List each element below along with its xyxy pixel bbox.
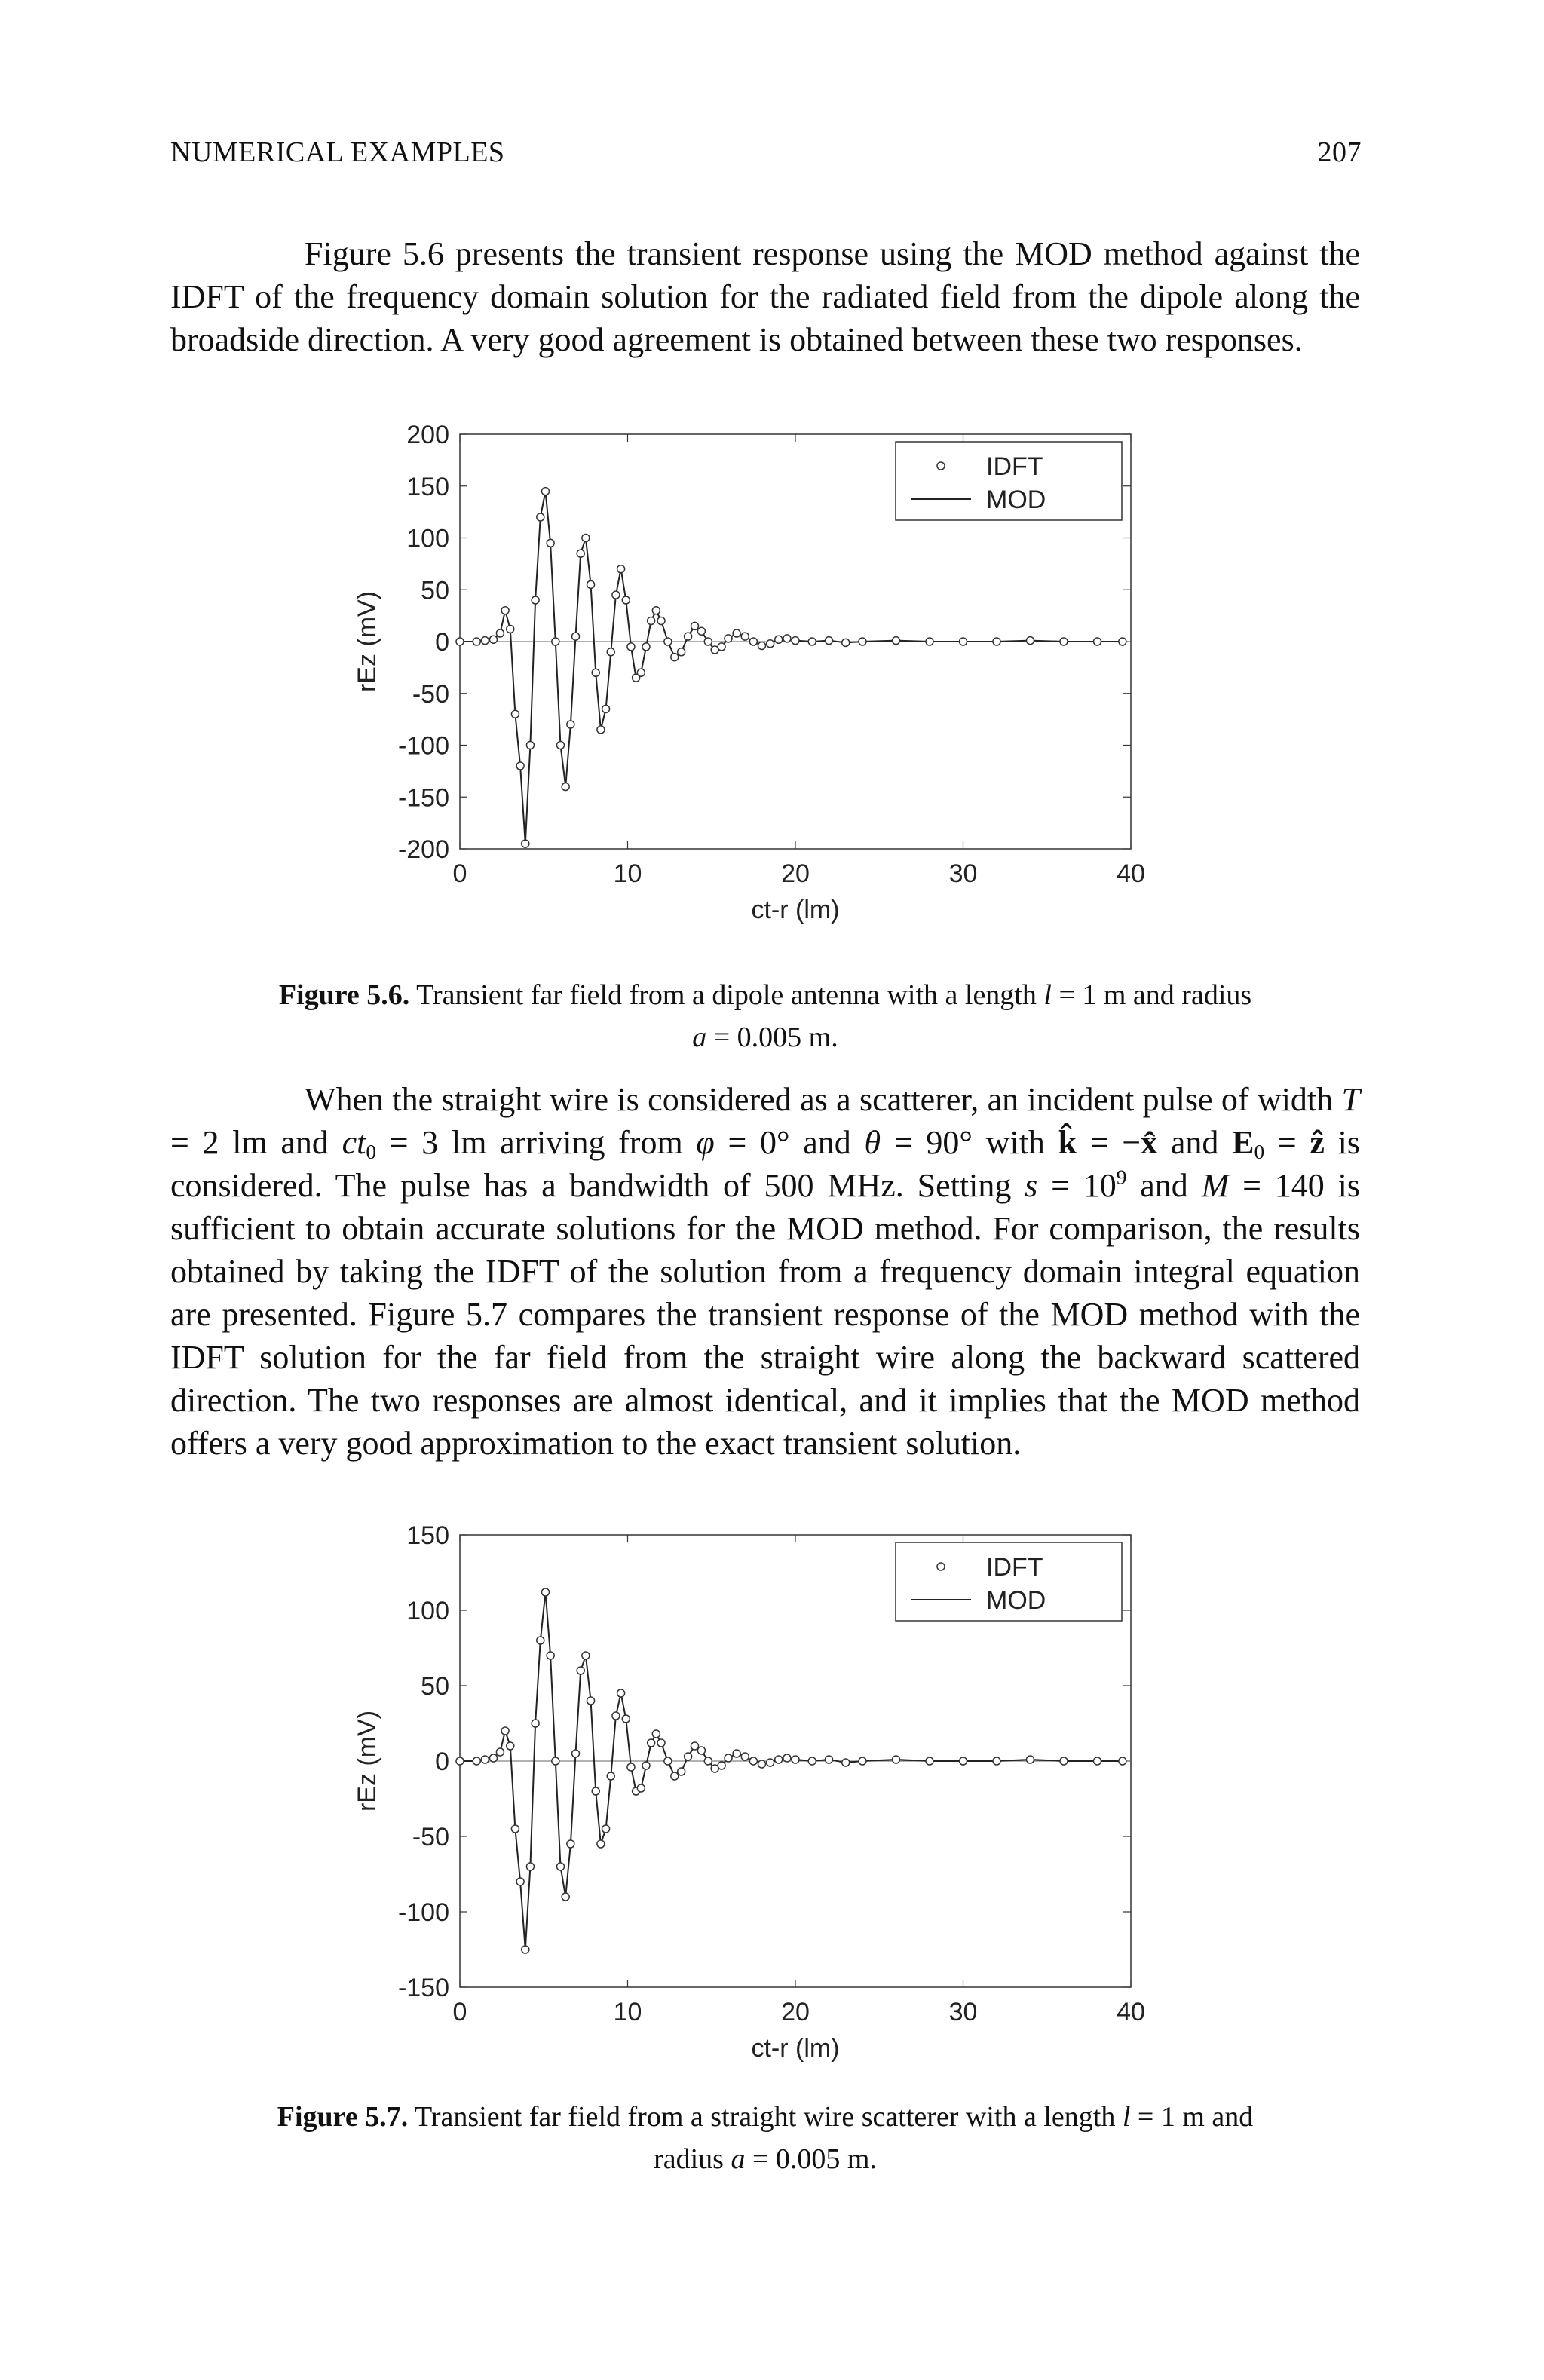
data-point-idft <box>567 721 574 728</box>
p2-text: and <box>1157 1124 1233 1161</box>
p2-vector: ẑ <box>1310 1124 1325 1161</box>
data-point-idft <box>572 1750 580 1757</box>
legend-marker-idft <box>937 1563 945 1570</box>
y-tick-label: 0 <box>435 1747 449 1776</box>
data-point-idft <box>893 1756 900 1763</box>
data-point-idft <box>648 1739 655 1747</box>
data-point-idft <box>671 1772 679 1780</box>
data-point-idft <box>926 1757 933 1765</box>
data-point-idft <box>537 1637 544 1644</box>
p2-var: θ <box>864 1124 881 1161</box>
data-point-idft <box>522 840 529 847</box>
data-point-idft <box>652 1730 660 1738</box>
data-point-idft <box>511 710 519 718</box>
data-point-idft <box>758 1760 766 1768</box>
y-tick-label: -200 <box>397 835 449 864</box>
data-point-idft <box>516 762 524 770</box>
data-point-idft <box>637 669 645 676</box>
data-point-idft <box>826 637 833 645</box>
data-point-idft <box>859 1757 866 1765</box>
data-point-idft <box>577 550 584 557</box>
p2-text: = − <box>1077 1124 1141 1161</box>
figure-5-6-caption-text: Transient far field from a dipole antenna with a length <box>416 979 1037 1011</box>
data-point-idft <box>617 565 625 573</box>
data-point-idft <box>718 643 725 651</box>
data-point-idft <box>758 642 766 650</box>
data-point-idft <box>562 783 569 791</box>
data-point-idft <box>496 629 504 637</box>
data-point-idft <box>537 513 544 521</box>
figure-5-7-chart <box>332 1520 1146 2070</box>
data-point-idft <box>607 648 614 656</box>
p2-text: = 10 <box>1037 1167 1117 1204</box>
paragraph-1-text: Figure 5.6 presents the transient response using the MOD method against the IDFT of the frequency domain solution for the radiated field from the dipole along the broadside direction. A very good agreement is obtained between these two responses. <box>170 235 1360 358</box>
data-point-idft <box>597 726 605 734</box>
data-point-idft <box>507 626 514 633</box>
data-point-idft <box>522 1946 529 1953</box>
data-point-idft <box>749 638 757 645</box>
data-point-idft <box>657 617 665 625</box>
p2-var: ct <box>342 1124 366 1161</box>
data-point-idft <box>678 648 685 656</box>
data-point-idft <box>842 1759 850 1766</box>
p2-text: = 140 is sufficient to obtain accurate solutions for the MOD method. For comparison, the results obtained by taking the IDFT of the solution from a frequency domain integral equation are presented. Figure 5.7 compares the transient response of the MOD method with the IDFT solution for the far field from the straight wire along the backward scattered direction. The two responses are almost identical, and it implies that the MOD method offers a very good approximation to the exact transient solution. <box>170 1167 1360 1462</box>
page-number: 207 <box>1317 136 1362 168</box>
p2-text: and <box>1126 1167 1202 1204</box>
data-point-idft <box>562 1893 569 1901</box>
caption-text-3: = 0.005 m. <box>706 1022 838 1053</box>
data-point-idft <box>993 638 1000 645</box>
x-tick-label: 40 <box>1117 859 1145 888</box>
chart-svg <box>332 419 1146 932</box>
series-line-mod <box>460 492 1123 844</box>
y-tick-label: -50 <box>412 1823 449 1852</box>
y-tick-label: -50 <box>412 679 449 709</box>
data-point-idft <box>547 1652 554 1659</box>
y-tick-label: -150 <box>397 783 449 813</box>
data-point-idft <box>597 1840 605 1848</box>
data-point-idft <box>617 1689 625 1697</box>
data-point-idft <box>627 1763 635 1771</box>
data-point-idft <box>685 1753 692 1760</box>
p2-text: = 3 lm arriving from <box>376 1124 697 1161</box>
y-tick-label: 200 <box>406 421 449 449</box>
data-point-idft <box>749 1757 757 1765</box>
caption-text-2: = 1 m and radius <box>1051 979 1252 1011</box>
data-point-idft <box>1119 638 1126 645</box>
x-axis-label: ct-r (lm) <box>751 2034 840 2063</box>
y-axis-label: rEz (mV) <box>353 1710 381 1812</box>
x-tick-label: 30 <box>948 1998 978 2026</box>
data-point-idft <box>960 1757 967 1765</box>
data-point-idft <box>612 1712 620 1720</box>
data-point-idft <box>587 1697 595 1705</box>
caption-var-a: a <box>692 1022 707 1053</box>
data-point-idft <box>1094 638 1101 645</box>
data-point-idft <box>490 636 498 643</box>
p2-var: s <box>1025 1167 1038 1204</box>
y-tick-label: 100 <box>406 1597 449 1625</box>
data-point-idft <box>826 1756 833 1763</box>
data-point-idft <box>642 643 650 651</box>
data-point-idft <box>671 654 679 661</box>
caption-text-4: = 0.005 m. <box>745 2143 877 2175</box>
y-tick-label: 50 <box>421 1672 449 1701</box>
data-point-idft <box>733 1750 740 1757</box>
data-point-idft <box>577 1667 584 1674</box>
p2-vector: k̂ <box>1058 1124 1077 1161</box>
running-header-title: NUMERICAL EXAMPLES <box>170 136 505 168</box>
data-point-idft <box>456 638 464 645</box>
data-point-idft <box>691 622 699 629</box>
data-point-idft <box>718 1762 725 1769</box>
data-point-idft <box>775 1756 783 1763</box>
data-point-idft <box>704 638 712 645</box>
data-point-idft <box>557 1863 565 1870</box>
data-point-idft <box>664 1757 672 1765</box>
p2-vector: E <box>1232 1124 1254 1161</box>
paragraph-1 <box>170 232 1360 361</box>
data-point-idft <box>516 1878 524 1885</box>
data-point-idft <box>582 1652 590 1659</box>
data-point-idft <box>552 1757 559 1765</box>
data-point-idft <box>567 1840 574 1848</box>
p2-text: = 0° and <box>714 1124 865 1161</box>
data-point-idft <box>587 580 595 588</box>
legend-label-mod: MOD <box>986 1586 1046 1615</box>
x-tick-label: 0 <box>452 1998 467 2026</box>
y-tick-label: 150 <box>406 472 449 501</box>
y-tick-label: -150 <box>397 1974 449 2002</box>
data-point-idft <box>1119 1757 1126 1765</box>
figure-5-6-caption-label: Figure 5.6. <box>278 979 410 1011</box>
p2-sup: 9 <box>1116 1165 1127 1189</box>
data-point-idft <box>511 1825 519 1833</box>
y-axis-label: rEz (mV) <box>353 590 381 693</box>
data-point-idft <box>456 1757 464 1765</box>
data-point-idft <box>557 742 565 749</box>
caption-var-a: a <box>731 2143 746 2175</box>
data-point-idft <box>697 1747 705 1754</box>
data-point-idft <box>704 1757 712 1765</box>
p2-text: = <box>1264 1124 1310 1161</box>
data-point-idft <box>532 596 539 604</box>
data-point-idft <box>592 669 599 676</box>
data-point-idft <box>893 637 900 645</box>
data-point-idft <box>775 636 783 643</box>
legend-marker-idft <box>937 462 945 470</box>
data-point-idft <box>481 637 489 645</box>
x-axis-label: ct-r (lm) <box>751 896 840 924</box>
x-tick-label: 10 <box>613 859 642 888</box>
x-tick-label: 10 <box>613 1998 642 2026</box>
data-point-idft <box>808 638 816 645</box>
y-tick-label: 50 <box>421 576 449 605</box>
data-point-idft <box>526 1863 534 1870</box>
data-point-idft <box>627 643 635 651</box>
caption-var-l: l <box>1122 2101 1131 2133</box>
data-point-idft <box>622 596 630 604</box>
data-point-idft <box>1027 1756 1034 1763</box>
chart-svg <box>332 1520 1146 2070</box>
legend-label-mod: MOD <box>986 485 1046 514</box>
data-point-idft <box>1094 1757 1101 1765</box>
data-point-idft <box>691 1742 699 1750</box>
data-point-idft <box>783 635 791 642</box>
data-point-idft <box>792 637 799 645</box>
data-point-idft <box>1060 1757 1068 1765</box>
data-point-idft <box>859 638 866 645</box>
data-point-idft <box>532 1720 539 1727</box>
data-point-idft <box>926 638 933 645</box>
data-point-idft <box>612 591 620 599</box>
caption-var-l: l <box>1043 979 1052 1011</box>
data-point-idft <box>678 1768 685 1775</box>
data-point-idft <box>960 638 967 645</box>
data-point-idft <box>808 1757 816 1765</box>
y-tick-label: 0 <box>435 628 449 657</box>
data-point-idft <box>602 705 610 712</box>
data-point-idft <box>1060 638 1068 645</box>
data-point-idft <box>572 633 580 640</box>
x-tick-label: 20 <box>781 1998 810 2026</box>
data-point-idft <box>767 640 774 648</box>
x-tick-label: 40 <box>1117 1998 1145 2026</box>
p2-vector: x̂ <box>1141 1124 1158 1161</box>
data-point-idft <box>473 1757 480 1765</box>
data-point-idft <box>725 635 732 642</box>
p2-var: φ <box>696 1124 715 1161</box>
figure-5-7-caption <box>170 2096 1360 2180</box>
p2-text: is considered. The pulse has a bandwidth of 500 MHz. Setting <box>170 1124 1360 1204</box>
data-point-idft <box>1027 637 1034 645</box>
data-point-idft <box>501 1727 509 1735</box>
data-point-idft <box>496 1748 504 1756</box>
figure-5-7-caption-text: Transient far field from a straight wire scatterer with a length <box>415 2101 1116 2133</box>
data-point-idft <box>993 1757 1000 1765</box>
p2-text: When the straight wire is considered as a scatterer, an incident pulse of width <box>305 1081 1342 1118</box>
data-point-idft <box>541 1588 549 1596</box>
data-point-idft <box>622 1715 630 1723</box>
data-point-idft <box>842 639 850 646</box>
data-point-idft <box>607 1772 614 1780</box>
caption-text-2: = 1 m and <box>1130 2101 1254 2133</box>
legend-label-idft: IDFT <box>986 452 1043 481</box>
data-point-idft <box>481 1756 489 1763</box>
data-point-idft <box>697 627 705 635</box>
p2-var: M <box>1201 1167 1230 1204</box>
y-tick-label: -100 <box>397 1898 449 1927</box>
p2-text: = 90° with <box>881 1124 1058 1161</box>
data-point-idft <box>657 1739 665 1747</box>
data-point-idft <box>592 1787 599 1795</box>
data-point-idft <box>501 607 509 614</box>
data-point-idft <box>741 633 749 640</box>
figure-5-6-caption <box>170 974 1360 1058</box>
y-tick-label: 100 <box>406 524 449 553</box>
data-point-idft <box>767 1759 774 1766</box>
data-point-idft <box>741 1753 749 1760</box>
data-point-idft <box>507 1742 514 1750</box>
data-point-idft <box>664 638 672 645</box>
data-point-idft <box>582 535 590 542</box>
figure-5-7-caption-label: Figure 5.7. <box>277 2101 409 2133</box>
data-point-idft <box>792 1756 799 1763</box>
p2-var: T <box>1341 1081 1360 1118</box>
x-tick-label: 30 <box>948 859 978 888</box>
data-point-idft <box>642 1762 650 1769</box>
p2-text: = 2 lm and <box>170 1124 342 1161</box>
data-point-idft <box>685 633 692 640</box>
data-point-idft <box>733 629 740 637</box>
data-point-idft <box>725 1754 732 1762</box>
data-point-idft <box>652 607 660 614</box>
data-point-idft <box>547 539 554 547</box>
x-tick-label: 0 <box>452 859 467 888</box>
data-point-idft <box>526 742 534 749</box>
data-point-idft <box>490 1754 498 1762</box>
data-point-idft <box>648 617 655 625</box>
data-point-idft <box>783 1754 791 1762</box>
paragraph-2 <box>170 1078 1360 1465</box>
series-line-mod <box>460 1592 1123 1950</box>
p2-sub: 0 <box>366 1140 377 1163</box>
data-point-idft <box>602 1825 610 1833</box>
caption-text-3: radius <box>654 2143 724 2175</box>
data-point-idft <box>552 638 559 645</box>
data-point-idft <box>637 1784 645 1792</box>
data-point-idft <box>473 638 480 645</box>
p2-sub: 0 <box>1254 1140 1265 1163</box>
figure-5-6-chart <box>332 419 1146 932</box>
legend-label-idft: IDFT <box>986 1553 1043 1582</box>
data-point-idft <box>541 488 549 495</box>
x-tick-label: 20 <box>781 859 810 888</box>
y-tick-label: -100 <box>397 731 449 761</box>
y-tick-label: 150 <box>406 1521 449 1550</box>
